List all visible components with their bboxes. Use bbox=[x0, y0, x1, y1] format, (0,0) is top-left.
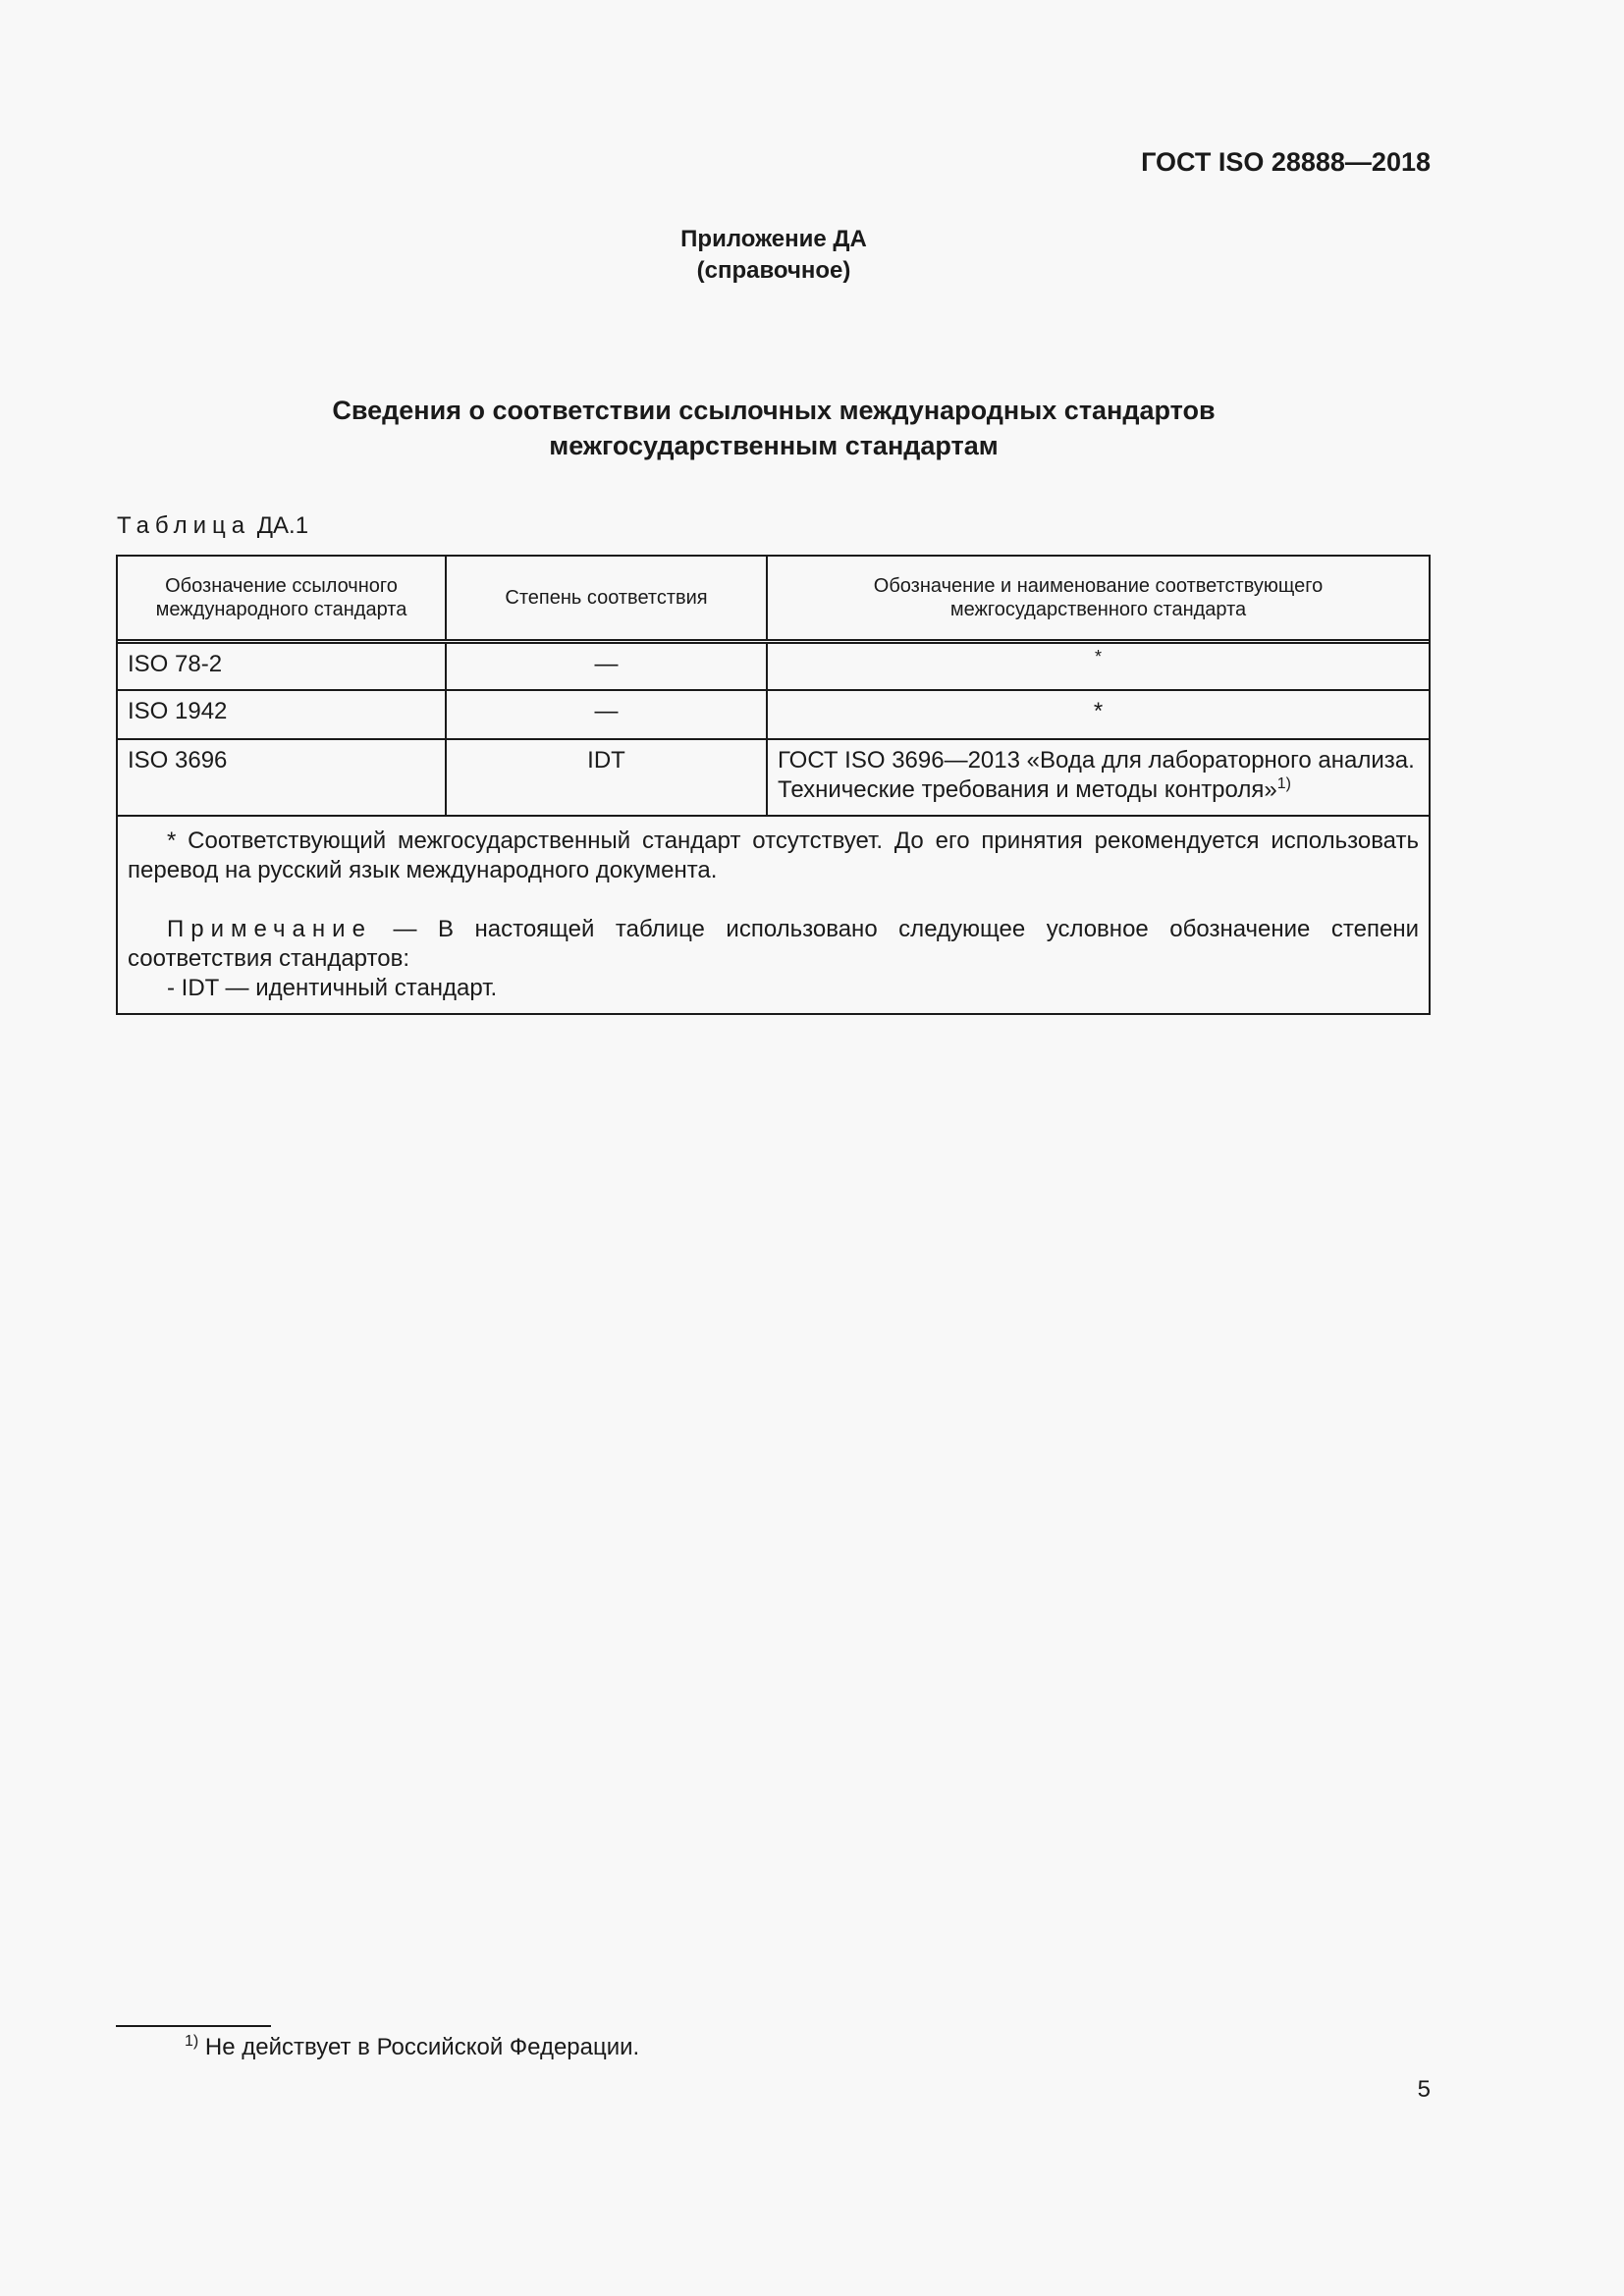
page-footnote bbox=[185, 2034, 639, 2061]
cell-degree: IDT bbox=[446, 739, 767, 816]
header-national-standard: Обозначение и наименование соответствующего межгосударственного стандарта bbox=[767, 557, 1429, 641]
header-ref-standard: Обозначение ссылочного международного стандарта bbox=[118, 557, 446, 641]
table-row bbox=[118, 739, 1429, 816]
appendix-subtitle: (справочное) bbox=[696, 257, 851, 284]
footnote-ref-mark: 1) bbox=[1276, 775, 1291, 792]
section-heading bbox=[0, 393, 1547, 463]
note-list-item: - IDT — идентичный стандарт. bbox=[167, 975, 498, 1001]
table-caption bbox=[117, 512, 308, 540]
cell-national-standard bbox=[767, 739, 1429, 816]
page-number: 5 bbox=[1417, 2076, 1431, 2103]
cell-ref-standard: ISO 1942 bbox=[118, 690, 446, 739]
section-heading-line-1: Сведения о соответствии ссылочных международных стандартов bbox=[332, 396, 1216, 425]
table-row bbox=[118, 641, 1429, 690]
appendix-title: Приложение ДА bbox=[680, 226, 867, 252]
table-caption-word: Таблица bbox=[117, 512, 251, 539]
note-label: Примечание bbox=[167, 916, 372, 942]
document-code: ГОСТ ISO 28888—2018 bbox=[1141, 147, 1431, 177]
footnote-text: Не действует в Российской Федерации. bbox=[198, 2034, 640, 2060]
section-heading-line-2: межгосударственным стандартам bbox=[549, 431, 999, 460]
cell-degree: — bbox=[446, 690, 767, 739]
footnote-mark: 1) bbox=[185, 2033, 199, 2050]
footnote-separator bbox=[116, 2025, 271, 2027]
note-paragraph bbox=[128, 915, 1419, 974]
cell-national-standard: * bbox=[767, 641, 1429, 690]
cell-ref-standard: ISO 78-2 bbox=[118, 641, 446, 690]
cell-ref-standard: ISO 3696 bbox=[118, 739, 446, 816]
star-footnote: * Соответствующий межгосударственный стандарт отсутствует. До его принятия рекомендуется использовать перевод на русский язык международного документа. bbox=[128, 828, 1419, 883]
national-standard-text: ГОСТ ISO 3696—2013 «Вода для лабораторного анализа. Технические требования и методы контроля» bbox=[778, 747, 1415, 803]
cell-national-standard: * bbox=[767, 690, 1429, 739]
table-caption-number: ДА.1 bbox=[256, 512, 309, 539]
table-row bbox=[118, 690, 1429, 739]
standards-table-block bbox=[116, 555, 1431, 1015]
note-text: — В настоящей таблице использовано следующее условное обозначение степени соответствия стандартов: bbox=[128, 916, 1419, 972]
table-notes bbox=[118, 817, 1429, 1013]
table-header-row bbox=[118, 557, 1429, 641]
appendix-title-block bbox=[0, 224, 1547, 287]
standards-table bbox=[118, 557, 1429, 817]
header-degree: Степень соответствия bbox=[446, 557, 767, 641]
cell-degree: — bbox=[446, 641, 767, 690]
